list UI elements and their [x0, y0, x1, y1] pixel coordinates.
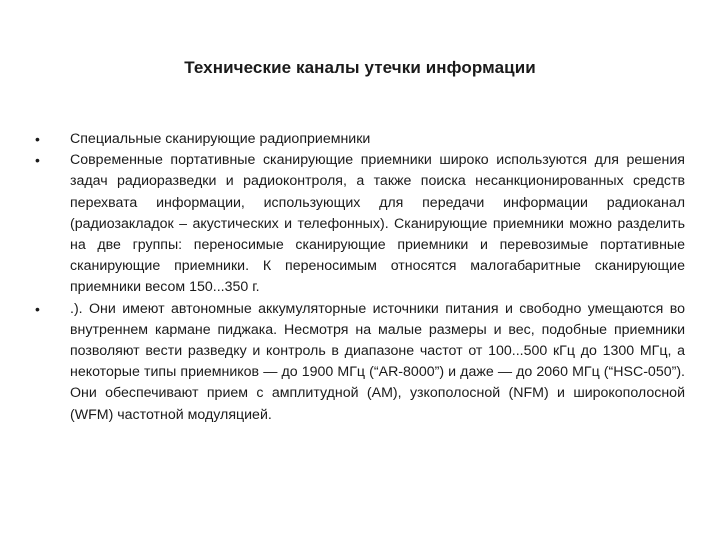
- bullet-list: [35, 129, 685, 426]
- bullet-text: Современные портативные сканирующие приемники широко используются для решения задач радиоразведки и радиоконтроля, а также поиска несанкционированных средств перехвата информации, использующих для передачи информации радиоканал (радиозакладок – акустических и телефонных). Сканирующие приемники можно разделить на две группы: переносимые сканирующие приемники и перевозимые портативные сканирующие приемники. К переносимым относятся малогабаритные сканирующие приемники весом 150...350 г.: [70, 152, 685, 296]
- bullet-text: .). Они имеют автономные аккумуляторные источники питания и свободно умещаются во внутреннем кармане пиджака. Несмотря на малые размеры и вес, подобные приемники позволяют вести разведку и контроль в диапазоне частот от 100...500 кГц до 1300 МГц, а некоторые типы приемников — до 1900 МГц (“AR-8000”) и даже — до 2060 МГц (“HSC-050”). Они обеспечивают прием с амплитудной (AM), узкополосной (NFM) и широкополосной (WFM) частотной модуляцией.: [70, 300, 685, 423]
- bullet-marker: •: [35, 300, 40, 317]
- bullet-marker: •: [35, 131, 40, 147]
- bullet-item-2: [35, 150, 685, 298]
- bullet-text: Специальные сканирующие радиоприемники: [70, 131, 371, 147]
- bullet-item-1: [35, 129, 685, 150]
- slide-title: Технические каналы утечки информации: [184, 58, 536, 77]
- bullet-marker: •: [35, 152, 40, 169]
- bullet-item-3: [35, 299, 685, 426]
